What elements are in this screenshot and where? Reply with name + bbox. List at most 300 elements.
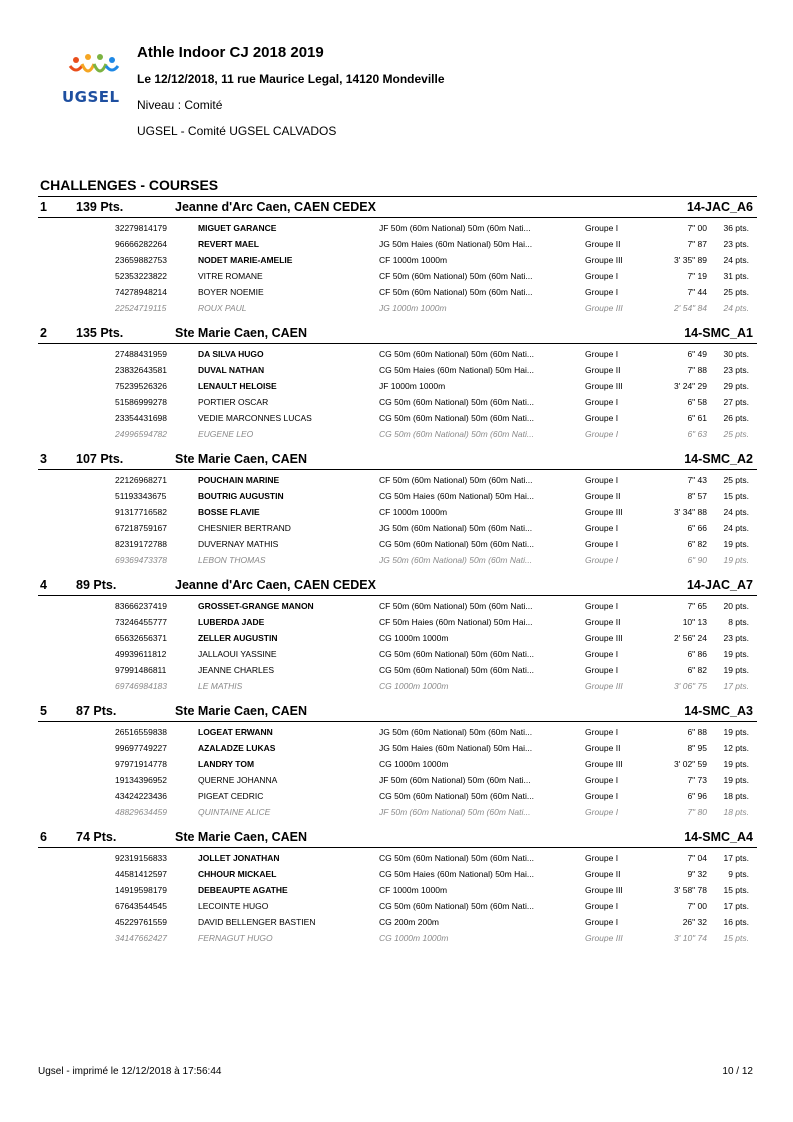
license-number: 23832643581 [115,365,168,375]
athlete-list [38,470,757,575]
group-label: Groupe III [585,885,623,895]
athlete-name: LUBERDA JADE [198,617,265,627]
license-number: 69746984183 [115,681,168,691]
athlete-name: BOSSE FLAVIE [198,507,260,517]
license-number: 44581412597 [115,869,168,879]
team-header [38,701,757,722]
page-title: Athle Indoor CJ 2018 2019 [137,44,324,61]
athlete-name: JOLLET JONATHAN [198,853,280,863]
athlete-name: LE MATHIS [198,681,243,691]
group-label: Groupe I [585,853,619,863]
performance: 7" 44 [687,287,707,297]
performance: 7" 00 [687,223,707,233]
license-number: 34147662427 [115,933,168,943]
group-label: Groupe I [585,555,619,565]
team-points: 87 Pts. [76,704,117,718]
row-points: 27 pts. [723,397,749,407]
team-points: 139 Pts. [76,200,124,214]
event-name: CG 1000m 1000m [379,633,449,643]
athlete-row [38,615,757,631]
row-points: 25 pts. [723,287,749,297]
row-points: 20 pts. [723,601,749,611]
license-number: 67218759167 [115,523,168,533]
athlete-list [38,218,757,323]
athlete-row [38,363,757,379]
team-code: 14-JAC_A6 [686,200,753,214]
group-label: Groupe II [585,365,621,375]
team-block [38,197,757,323]
license-number: 23659882753 [115,255,168,265]
team-header [38,197,757,218]
athlete-name: EUGENE LEO [198,429,254,439]
performance: 8" 95 [687,743,707,753]
event-name: CG 1000m 1000m [379,681,449,691]
row-points: 25 pts. [723,475,749,485]
athlete-row [38,741,757,757]
group-label: Groupe I [585,349,619,359]
athlete-row [38,631,757,647]
performance: 2' 54" 84 [674,303,707,313]
athlete-name: JALLAOUI YASSINE [198,649,277,659]
row-points: 29 pts. [723,381,749,391]
license-number: 49939611812 [115,649,167,659]
row-points: 19 pts. [723,665,749,675]
athlete-row [38,427,757,443]
group-label: Groupe I [585,539,619,549]
event-name: CG 50m (60m National) 50m (60m Nati... [379,665,534,675]
event-name: JG 50m (60m National) 50m (60m Nati... [379,555,533,565]
event-name: JG 50m (60m National) 50m (60m Nati... [379,523,533,533]
event-name: CG 50m (60m National) 50m (60m Nati... [379,853,534,863]
athlete-row [38,805,757,821]
athlete-row [38,773,757,789]
row-points: 24 pts. [723,303,749,313]
athlete-row [38,867,757,883]
performance: 6" 96 [687,791,707,801]
athlete-row [38,663,757,679]
event-name: JF 50m (60m National) 50m (60m Nati... [379,223,531,233]
event-level: Niveau : Comité [137,98,223,112]
athlete-row [38,253,757,269]
athlete-name: NODET MARIE-AMELIE [198,255,293,265]
performance: 7" 65 [687,601,707,611]
performance: 6" 82 [687,665,707,675]
athlete-name: QUERNE JOHANNA [198,775,278,785]
group-label: Groupe I [585,665,619,675]
athlete-name: LANDRY TOM [198,759,255,769]
event-name: CF 50m (60m National) 50m (60m Nati... [379,601,533,611]
athlete-row [38,931,757,947]
team-club: Ste Marie Caen, CAEN [175,452,307,466]
event-name: CG 50m (60m National) 50m (60m Nati... [379,539,534,549]
event-name: JF 1000m 1000m [379,381,446,391]
row-points: 8 pts. [728,617,749,627]
team-header [38,827,757,848]
team-block [38,449,757,575]
athlete-name: DUVAL NATHAN [198,365,265,375]
athlete-name: CHHOUR MICKAEL [198,869,277,879]
event-name: CF 50m (60m National) 50m (60m Nati... [379,287,533,297]
performance: 3' 58" 78 [674,885,707,895]
team-rank: 3 [40,452,47,466]
performance: 3' 10" 74 [674,933,707,943]
athlete-row [38,647,757,663]
license-number: 23354431698 [115,413,168,423]
group-label: Groupe II [585,491,621,501]
logo-text: UGSEL [62,88,120,106]
event-name: CG 50m (60m National) 50m (60m Nati... [379,901,534,911]
team-rank: 1 [40,200,47,214]
event-name: CF 1000m 1000m [379,255,448,265]
athlete-name: QUINTAINE ALICE [198,807,271,817]
group-label: Groupe III [585,633,623,643]
team-rank: 6 [40,830,47,844]
group-label: Groupe II [585,239,621,249]
group-label: Groupe I [585,523,619,533]
performance: 7" 19 [687,271,707,281]
team-code: 14-JAC_A7 [686,578,753,592]
event-name: CG 1000m 1000m [379,759,449,769]
group-label: Groupe I [585,791,619,801]
performance: 3' 34" 88 [674,507,707,517]
athlete-row [38,285,757,301]
event-name: CG 50m (60m National) 50m (60m Nati... [379,429,534,439]
row-points: 30 pts. [723,349,749,359]
athlete-name: JEANNE CHARLES [198,665,275,675]
athlete-list [38,596,757,701]
athlete-name: POUCHAIN MARINE [198,475,280,485]
athlete-row [38,347,757,363]
athlete-name: DA SILVA HUGO [198,349,264,359]
license-number: 27488431959 [115,349,168,359]
event-date-location: Le 12/12/2018, 11 rue Maurice Legal, 14120 Mondeville [137,72,445,86]
athlete-name: VEDIE MARCONNES LUCAS [198,413,312,423]
performance: 9" 32 [687,869,707,879]
athlete-name: BOYER NOEMIE [198,287,264,297]
group-label: Groupe III [585,933,623,943]
group-label: Groupe I [585,601,619,611]
performance: 2' 56" 24 [674,633,707,643]
row-points: 19 pts. [723,539,749,549]
athlete-row [38,489,757,505]
athlete-row [38,537,757,553]
performance: 6" 88 [687,727,707,737]
team-block [38,701,757,827]
license-number: 82319172788 [115,539,168,549]
athlete-name: REVERT MAEL [198,239,259,249]
performance: 26" 32 [682,917,707,927]
license-number: 75239526326 [115,381,168,391]
license-number: 97971914778 [115,759,168,769]
performance: 6" 49 [687,349,707,359]
athlete-row [38,221,757,237]
license-number: 83666237419 [115,601,168,611]
athlete-row [38,269,757,285]
group-label: Groupe III [585,507,623,517]
team-block [38,323,757,449]
athlete-name: LECOINTE HUGO [198,901,269,911]
row-points: 17 pts. [723,681,749,691]
row-points: 19 pts. [723,727,749,737]
row-points: 15 pts. [723,885,749,895]
team-rank: 4 [40,578,47,592]
athlete-row [38,851,757,867]
performance: 7" 73 [687,775,707,785]
performance: 3' 35" 89 [674,255,707,265]
row-points: 15 pts. [723,933,749,943]
row-points: 24 pts. [723,507,749,517]
athlete-row [38,411,757,427]
athlete-list [38,722,757,827]
group-label: Groupe I [585,271,619,281]
row-points: 19 pts. [723,759,749,769]
event-name: CG 50m (60m National) 50m (60m Nati... [379,413,534,423]
event-name: CF 1000m 1000m [379,507,448,517]
athlete-name: LEBON THOMAS [198,555,266,565]
athlete-row [38,379,757,395]
performance: 7" 43 [687,475,707,485]
event-name: CG 50m (60m National) 50m (60m Nati... [379,349,534,359]
athlete-name: LOGEAT ERWANN [198,727,273,737]
license-number: 91317716582 [115,507,168,517]
athlete-row [38,725,757,741]
license-number: 69369473378 [115,555,168,565]
license-number: 74278948214 [115,287,168,297]
athlete-row [38,679,757,695]
athlete-name: BOUTRIG AUGUSTIN [198,491,284,501]
team-points: 74 Pts. [76,830,117,844]
athlete-name: DAVID BELLENGER BASTIEN [198,917,316,927]
group-label: Groupe I [585,901,619,911]
group-label: Groupe I [585,475,619,485]
license-number: 32279814179 [115,223,168,233]
license-number: 24996594782 [115,429,168,439]
group-label: Groupe I [585,727,619,737]
row-points: 23 pts. [723,365,749,375]
license-number: 52353223822 [115,271,168,281]
athlete-row [38,915,757,931]
team-code: 14-SMC_A3 [684,704,753,718]
group-label: Groupe I [585,775,619,785]
athlete-row [38,599,757,615]
row-points: 18 pts. [723,791,749,801]
group-label: Groupe II [585,617,621,627]
group-label: Groupe III [585,381,623,391]
athlete-list [38,344,757,449]
teams-list [38,197,757,953]
team-block [38,827,757,953]
team-block [38,575,757,701]
athlete-name: DUVERNAY MATHIS [198,539,279,549]
team-header [38,323,757,344]
athlete-row [38,505,757,521]
performance: 10" 13 [682,617,707,627]
group-label: Groupe III [585,303,623,313]
athlete-name: MIGUET GARANCE [198,223,277,233]
page-number: 10 / 12 [722,1066,753,1077]
athlete-row [38,301,757,317]
event-name: CG 200m 200m [379,917,439,927]
athlete-name: DEBEAUPTE AGATHE [198,885,288,895]
event-name: JG 50m (60m National) 50m (60m Nati... [379,727,533,737]
team-rank: 5 [40,704,47,718]
performance: 7" 00 [687,901,707,911]
license-number: 43424223436 [115,791,168,801]
athlete-row [38,899,757,915]
event-name: CG 50m (60m National) 50m (60m Nati... [379,397,534,407]
event-name: JG 1000m 1000m [379,303,447,313]
group-label: Groupe I [585,429,619,439]
group-label: Groupe III [585,759,623,769]
team-rank: 2 [40,326,47,340]
event-name: CG 50m (60m National) 50m (60m Nati... [379,791,534,801]
athlete-row [38,395,757,411]
group-label: Groupe I [585,807,619,817]
athlete-name: LENAULT HELOISE [198,381,277,391]
license-number: 99697749227 [115,743,168,753]
row-points: 16 pts. [723,917,749,927]
team-club: Jeanne d'Arc Caen, CAEN CEDEX [175,578,376,592]
group-label: Groupe I [585,287,619,297]
athlete-row [38,883,757,899]
group-label: Groupe III [585,681,623,691]
event-name: CG 1000m 1000m [379,933,449,943]
event-name: CG 50m Haies (60m National) 50m Hai... [379,491,534,501]
row-points: 25 pts. [723,429,749,439]
group-label: Groupe I [585,223,619,233]
performance: 7" 04 [687,853,707,863]
print-timestamp: Ugsel - imprimé le 12/12/2018 à 17:56:44 [38,1066,222,1077]
row-points: 12 pts. [723,743,749,753]
license-number: 92319156833 [115,853,168,863]
group-label: Groupe I [585,649,619,659]
license-number: 22126968271 [115,475,168,485]
athlete-name: ROUX PAUL [198,303,247,313]
license-number: 51586999278 [115,397,168,407]
license-number: 65632656371 [115,633,168,643]
event-name: CF 50m Haies (60m National) 50m Hai... [379,617,533,627]
team-points: 135 Pts. [76,326,124,340]
performance: 3' 24" 29 [674,381,707,391]
event-name: CG 50m Haies (60m National) 50m Hai... [379,365,534,375]
athlete-row [38,473,757,489]
team-club: Ste Marie Caen, CAEN [175,830,307,844]
row-points: 36 pts. [723,223,749,233]
license-number: 14919598179 [115,885,168,895]
group-label: Groupe I [585,413,619,423]
row-points: 18 pts. [723,807,749,817]
license-number: 45229761559 [115,917,168,927]
group-label: Groupe I [585,397,619,407]
team-code: 14-SMC_A1 [684,326,753,340]
event-name: JG 50m Haies (60m National) 50m Hai... [379,743,533,753]
event-organization: UGSEL - Comité UGSEL CALVADOS [137,124,337,138]
event-name: CG 50m (60m National) 50m (60m Nati... [379,649,534,659]
license-number: 22524719115 [115,303,167,313]
license-number: 19134396952 [115,775,168,785]
row-points: 24 pts. [723,523,749,533]
performance: 3' 06" 75 [674,681,707,691]
athlete-row [38,553,757,569]
row-points: 9 pts. [728,869,749,879]
event-name: JF 50m (60m National) 50m (60m Nati... [379,807,531,817]
athlete-row [38,757,757,773]
athlete-name: CHESNIER BERTRAND [198,523,291,533]
athlete-name: GROSSET-GRANGE MANON [198,601,314,611]
team-points: 107 Pts. [76,452,124,466]
performance: 8" 57 [687,491,707,501]
license-number: 26516559838 [115,727,168,737]
team-points: 89 Pts. [76,578,117,592]
athlete-row [38,789,757,805]
row-points: 19 pts. [723,775,749,785]
license-number: 51193343675 [115,491,167,501]
event-name: JF 50m (60m National) 50m (60m Nati... [379,775,531,785]
team-club: Ste Marie Caen, CAEN [175,704,307,718]
event-name: CF 50m (60m National) 50m (60m Nati... [379,271,533,281]
performance: 7" 87 [687,239,707,249]
team-club: Jeanne d'Arc Caen, CAEN CEDEX [175,200,376,214]
license-number: 67643544545 [115,901,168,911]
performance: 6" 82 [687,539,707,549]
event-name: CF 50m (60m National) 50m (60m Nati... [379,475,533,485]
row-points: 23 pts. [723,633,749,643]
license-number: 48829634459 [115,807,168,817]
license-number: 97991486811 [115,665,167,675]
performance: 6" 58 [687,397,707,407]
athlete-name: AZALADZE LUKAS [198,743,276,753]
row-points: 19 pts. [723,649,749,659]
group-label: Groupe III [585,255,623,265]
performance: 6" 90 [687,555,707,565]
group-label: Groupe I [585,917,619,927]
athlete-row [38,521,757,537]
team-code: 14-SMC_A4 [684,830,753,844]
athlete-name: FERNAGUT HUGO [198,933,273,943]
event-name: JG 50m Haies (60m National) 50m Hai... [379,239,533,249]
event-name: CG 50m Haies (60m National) 50m Hai... [379,869,534,879]
row-points: 23 pts. [723,239,749,249]
performance: 7" 80 [687,807,707,817]
performance: 6" 86 [687,649,707,659]
row-points: 24 pts. [723,255,749,265]
athlete-name: ZELLER AUGUSTIN [198,633,278,643]
group-label: Groupe II [585,869,621,879]
performance: 3' 02" 59 [674,759,707,769]
team-code: 14-SMC_A2 [684,452,753,466]
team-header [38,575,757,596]
row-points: 26 pts. [723,413,749,423]
event-name: CF 1000m 1000m [379,885,448,895]
license-number: 73246455777 [115,617,168,627]
performance: 6" 63 [687,429,707,439]
performance: 6" 66 [687,523,707,533]
row-points: 19 pts. [723,555,749,565]
license-number: 96666282264 [115,239,168,249]
row-points: 17 pts. [723,853,749,863]
team-club: Ste Marie Caen, CAEN [175,326,307,340]
performance: 6" 61 [687,413,707,423]
group-label: Groupe II [585,743,621,753]
row-points: 17 pts. [723,901,749,911]
athlete-list [38,848,757,953]
section-title: CHALLENGES - COURSES [40,177,219,193]
athlete-row [38,237,757,253]
athlete-name: VITRE ROMANE [198,271,263,281]
team-header [38,449,757,470]
row-points: 15 pts. [723,491,749,501]
row-points: 31 pts. [723,271,749,281]
